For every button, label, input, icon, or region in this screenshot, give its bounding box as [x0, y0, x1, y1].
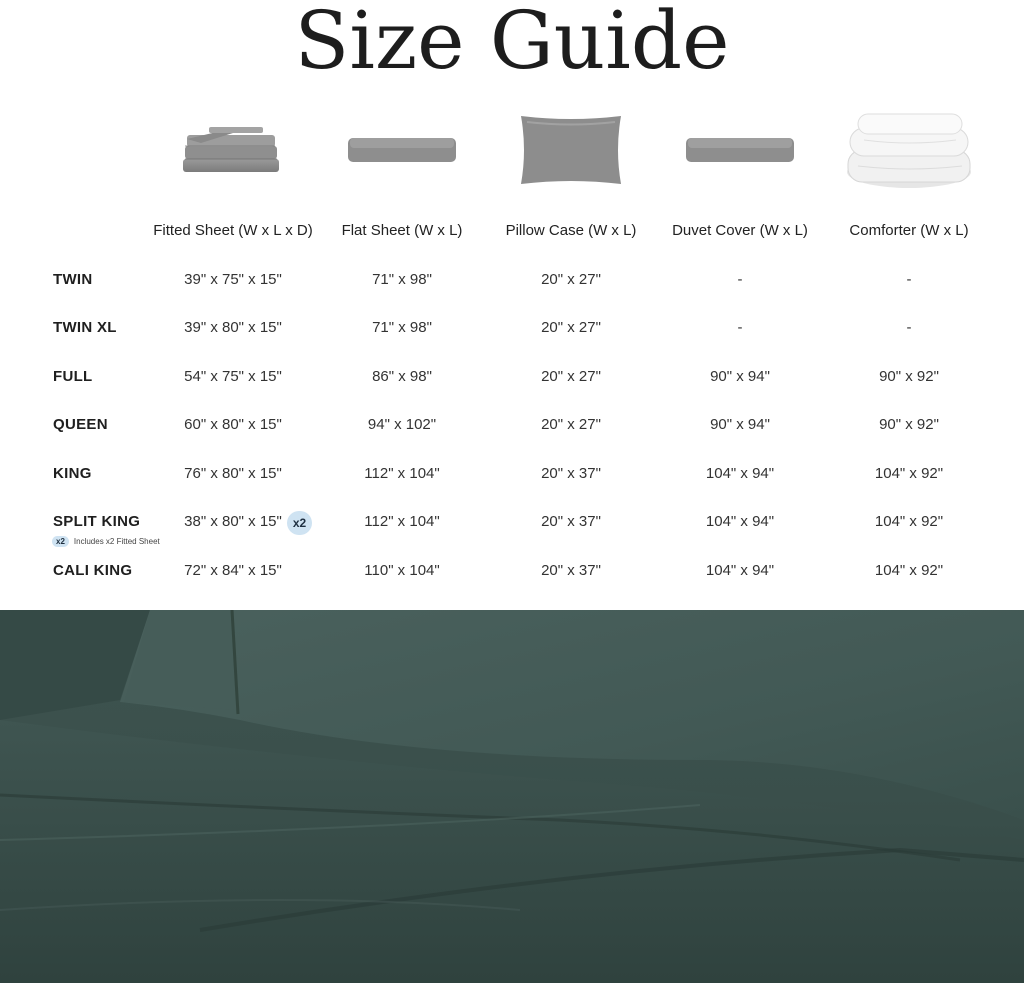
- cell-cali-king-flat: 110" x 104": [364, 562, 440, 579]
- cell-full-duvet: 90" x 94": [710, 368, 770, 385]
- split-king-note-text: Includes x2 Fitted Sheet: [73, 537, 160, 546]
- column-header-pillow-case: Pillow Case (W x L): [505, 222, 637, 239]
- bedding-photo: [0, 610, 1024, 983]
- row-label-twin: TWIN: [53, 271, 93, 288]
- row-label-queen: QUEEN: [53, 416, 108, 433]
- cell-split-king-comforter: 104" x 92": [874, 513, 944, 530]
- column-header-fitted-sheet: Fitted Sheet (W x L x D): [153, 222, 313, 239]
- cell-twin-xl-fitted: 39" x 80" x 15": [184, 319, 282, 336]
- cell-twin-comforter: -: [906, 271, 912, 288]
- column-header-comforter: Comforter (W x L): [849, 222, 969, 239]
- cell-cali-king-comforter: 104" x 92": [874, 562, 944, 579]
- cell-king-flat: 112" x 104": [364, 465, 440, 482]
- cell-twin-xl-comforter: -: [906, 319, 912, 336]
- cell-queen-flat: 94" x 102": [367, 416, 437, 433]
- cell-split-king-pillow: 20" x 37": [541, 513, 601, 530]
- cell-cali-king-fitted: 72" x 84" x 15": [184, 562, 282, 579]
- cell-split-king-flat: 112" x 104": [364, 513, 440, 530]
- cell-twin-flat: 71" x 98": [372, 271, 432, 288]
- cell-twin-duvet: -: [737, 271, 743, 288]
- cell-cali-king-duvet: 104" x 94": [705, 562, 775, 579]
- column-header-flat-sheet: Flat Sheet (W x L): [341, 222, 463, 239]
- duvet-cover-icon: [684, 105, 796, 195]
- product-icons-row: [0, 105, 1024, 200]
- pillow-case-icon: [516, 105, 626, 195]
- cell-queen-fitted: 60" x 80" x 15": [184, 416, 282, 433]
- cell-twin-fitted: 39" x 75" x 15": [184, 271, 282, 288]
- cell-queen-comforter: 90" x 92": [879, 416, 939, 433]
- row-label-king: KING: [53, 465, 92, 482]
- column-header-duvet-cover: Duvet Cover (W x L): [672, 222, 808, 239]
- row-label-twin-xl: TWIN XL: [53, 319, 117, 336]
- cell-twin-pillow: 20" x 27": [541, 271, 601, 288]
- flat-sheet-icon: [346, 105, 458, 195]
- split-king-note: [52, 536, 160, 547]
- cell-twin-xl-flat: 71" x 98": [372, 319, 432, 336]
- cell-twin-xl-duvet: -: [737, 319, 743, 336]
- comforter-icon: [842, 105, 976, 195]
- split-king-x2-badge: x2: [287, 511, 312, 535]
- cell-queen-duvet: 90" x 94": [710, 416, 770, 433]
- cell-full-fitted: 54" x 75" x 15": [184, 368, 282, 385]
- split-king-note-badge: x2: [52, 536, 69, 547]
- fitted-sheet-stack-icon: [180, 105, 282, 195]
- page-title: Size Guide: [294, 0, 730, 87]
- cell-king-pillow: 20" x 37": [541, 465, 601, 482]
- cell-full-pillow: 20" x 27": [541, 368, 601, 385]
- row-label-split-king: SPLIT KING: [53, 513, 141, 530]
- cell-full-flat: 86" x 98": [372, 368, 432, 385]
- cell-king-duvet: 104" x 94": [705, 465, 775, 482]
- cell-cali-king-pillow: 20" x 37": [541, 562, 601, 579]
- cell-twin-xl-pillow: 20" x 27": [541, 319, 601, 336]
- cell-full-comforter: 90" x 92": [879, 368, 939, 385]
- cell-queen-pillow: 20" x 27": [541, 416, 601, 433]
- row-label-cali-king: CALI KING: [53, 562, 133, 579]
- cell-king-comforter: 104" x 92": [874, 465, 944, 482]
- row-label-full: FULL: [53, 368, 93, 385]
- cell-split-king-duvet: 104" x 94": [705, 513, 775, 530]
- cell-split-king-fitted: 38" x 80" x 15": [184, 513, 282, 530]
- cell-king-fitted: 76" x 80" x 15": [184, 465, 282, 482]
